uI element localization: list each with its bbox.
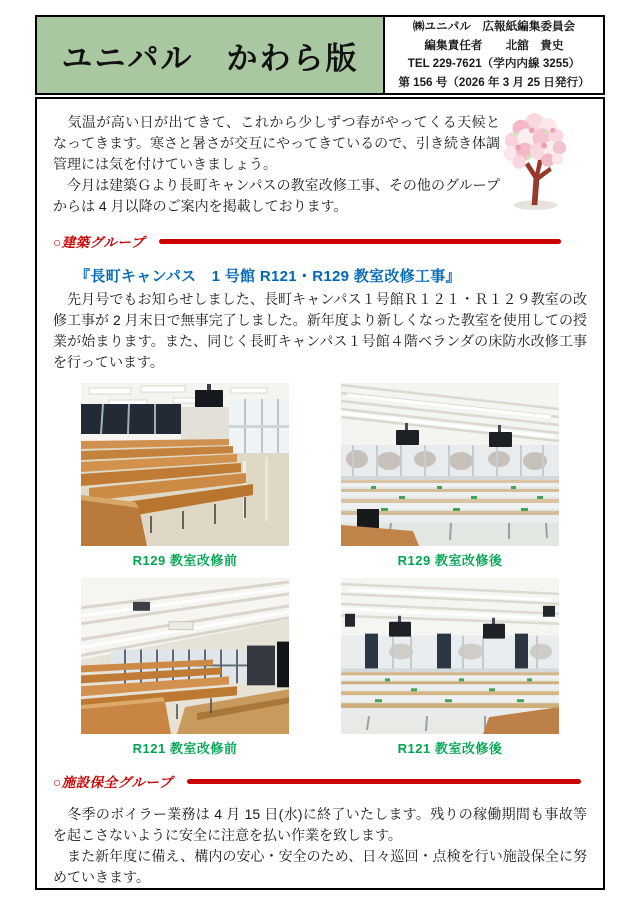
content-box (35, 97, 605, 890)
maintenance-paragraph-1: 冬季のボイラー業務は 4 月 15 日(水)に終了いたします。残りの稼働期間も事故等を起こさないように安全に注意を払い作業を致します。 (53, 806, 587, 843)
construction-body: 先月号でもお知らせしました、長町キャンパス１号館Ｒ１２１・Ｒ１２９教室の改修工事が 2 月末日で無事完了しました。新年度より新しくなった教室を使用しての授業が始まります。また、同じく長町キャンパス１号館４階ベランダの床防水改修工事を行っています。 (53, 291, 587, 370)
issue-number: 第 156 号（2026 年 3 月 25 日発行） (398, 75, 590, 89)
red-rule (159, 239, 561, 244)
photo-figure-r121-after (341, 578, 559, 757)
construction-section-heading (53, 231, 587, 251)
article-title: 『長町キャンパス 1 号館 R121・R129 教室改修工事』 (75, 268, 461, 285)
newsletter-title-box (37, 17, 385, 93)
header (35, 15, 605, 95)
photo-r121-before (81, 578, 289, 734)
red-rule (187, 779, 581, 784)
photo-figure-r129-before (81, 383, 289, 569)
photo-caption: R121 教室改修後 (397, 741, 503, 756)
photo-r121-after (341, 578, 559, 734)
photo-caption: R129 教室改修後 (397, 553, 503, 568)
maintenance-paragraph-2: また新年度に備え、構内の安心・安全のため、日々巡回・点検を行い施設保全に努めていきます。 (53, 848, 587, 885)
publisher-tel: TEL 229-7621（学内内線 3255） (407, 57, 581, 70)
photo-grid (53, 383, 587, 757)
photo-caption: R121 教室改修前 (132, 741, 238, 756)
newsletter-title: ユニパル かわら版 (61, 40, 359, 76)
photo-figure-r121-before (81, 578, 289, 757)
cherry-blossom-tree-icon (500, 108, 569, 214)
photo-figure-r129-after (341, 383, 559, 569)
maintenance-section-heading (53, 771, 587, 791)
publisher-info-box (385, 17, 603, 93)
intro-text (53, 112, 500, 217)
photo-r129-after (341, 383, 559, 546)
photo-caption: R129 教室改修前 (132, 553, 238, 568)
publisher-editor: 編集責任者 北舘 貴史 (424, 38, 564, 52)
publisher-org: ㈱ユニパル 広報紙編集委員会 (412, 20, 576, 33)
maintenance-section-label: ○施設保全グループ (53, 775, 173, 790)
construction-section-label: ○建築グループ (53, 235, 145, 250)
photo-r129-before (81, 383, 289, 546)
intro-paragraph-2: 今月は建築Ｇより長町キャンパスの教室改修工事、その他のグループからは 4 月以降のご案内を掲載しております。 (53, 177, 500, 214)
intro-paragraph-1: 気温が高い日が出てきて、これから少しずつ春がやってくる天候となってきます。寒さと暑さが交互にやってきているので、引き続き体調管理には気を付けていきましょう。 (53, 114, 500, 172)
newsletter-page (0, 15, 640, 921)
intro-section (53, 112, 587, 217)
